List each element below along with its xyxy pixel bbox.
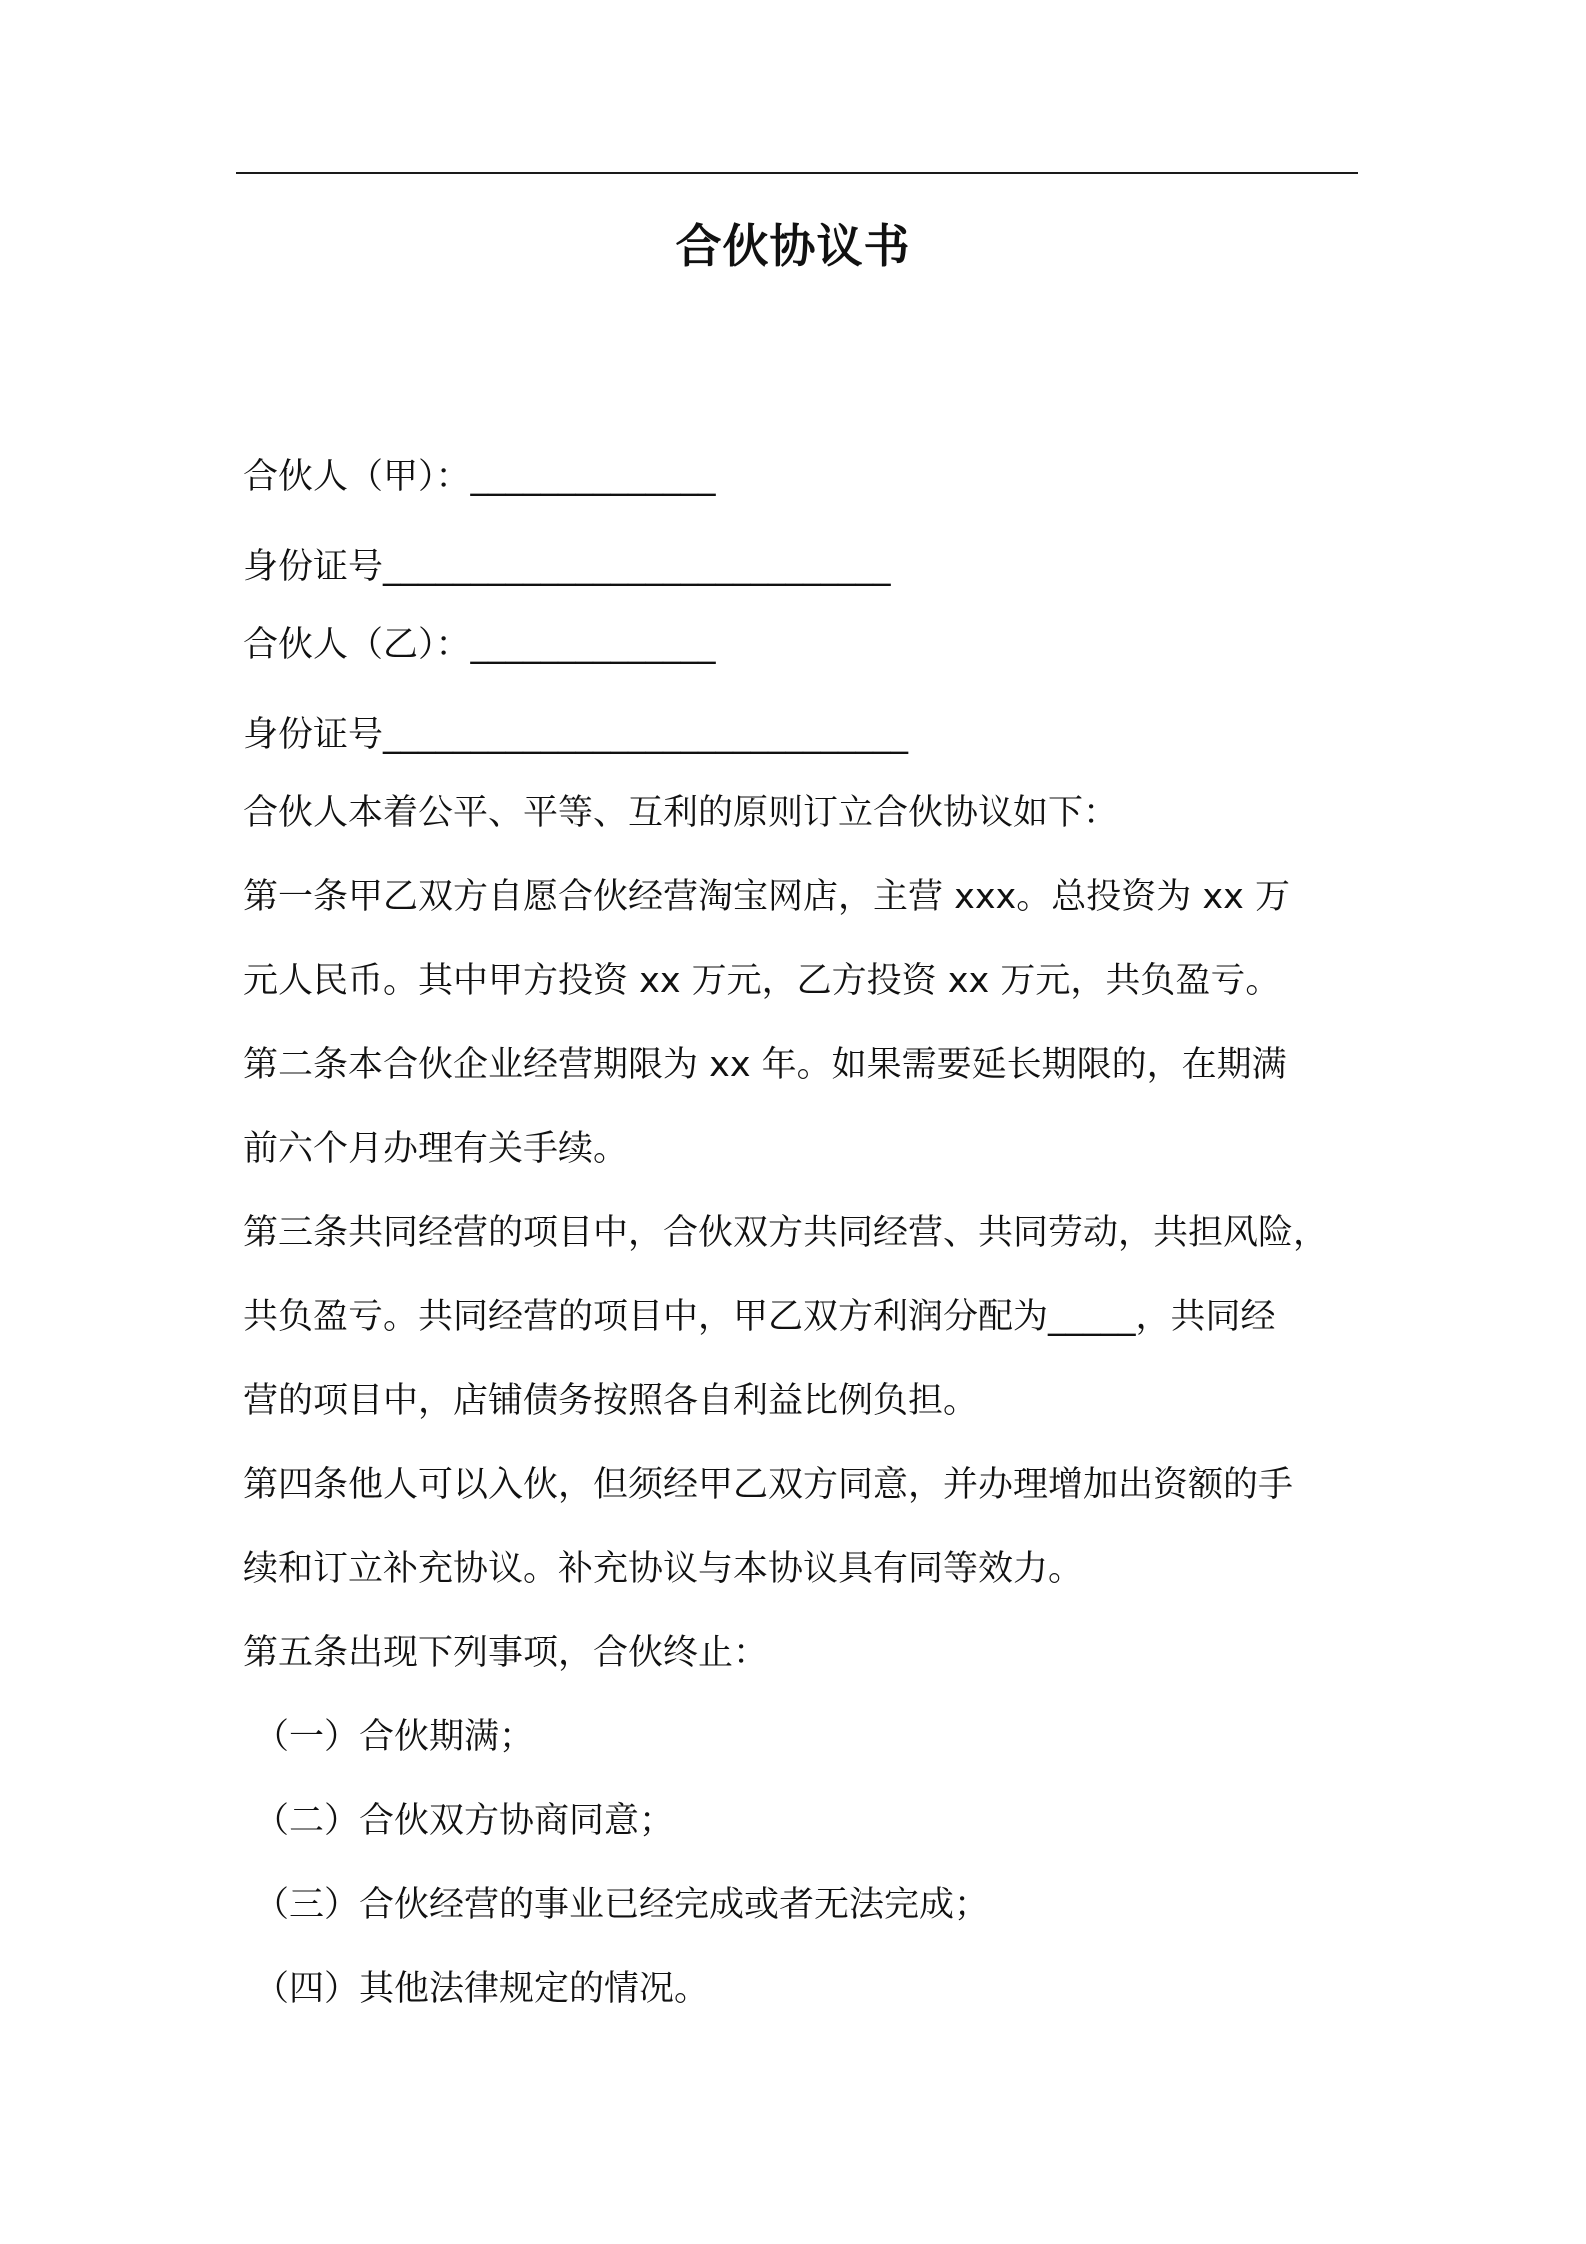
party-b-id: 身份证号______________________________ [243, 715, 909, 755]
article-2-line-1: 第二条本合伙企业经营期限为 xx 年。如果需要延长期限的，在期满 [243, 1045, 1287, 1085]
article-3-line-3: 营的项目中，店铺债务按照各自利益比例负担。 [243, 1381, 979, 1421]
header-rule [236, 172, 1358, 174]
article-4-line-1: 第四条他人可以入伙，但须经甲乙双方同意，并办理增加出资额的手 [243, 1465, 1294, 1505]
party-a-id: 身份证号_____________________________ [243, 547, 891, 587]
intro-paragraph: 合伙人本着公平、平等、互利的原则订立合伙协议如下： [243, 793, 1119, 833]
article-5-line-1: 第五条出现下列事项，合伙终止： [243, 1633, 769, 1673]
termination-item-1: （一）合伙期满； [254, 1717, 535, 1757]
article-4-line-2: 续和订立补充协议。补充协议与本协议具有同等效力。 [243, 1549, 1084, 1589]
termination-item-4: （四）其他法律规定的情况。 [254, 1969, 710, 2009]
article-1-line-1: 第一条甲乙双方自愿合伙经营淘宝网店，主营 xxx。总投资为 xx 万 [243, 877, 1290, 917]
article-1-line-2: 元人民币。其中甲方投资 xx 万元，乙方投资 xx 万元，共负盈亏。 [243, 961, 1281, 1001]
article-3-line-1: 第三条共同经营的项目中，合伙双方共同经营、共同劳动，共担风险， [243, 1213, 1329, 1253]
party-a-label: 合伙人（甲）：______________ [243, 457, 716, 497]
article-3-line-2: 共负盈亏。共同经营的项目中，甲乙双方利润分配为_____，共同经 [243, 1297, 1276, 1337]
termination-item-2: （二）合伙双方协商同意； [254, 1801, 675, 1841]
party-b-label: 合伙人（乙）：______________ [243, 625, 716, 665]
article-2-line-2: 前六个月办理有关手续。 [243, 1129, 629, 1169]
termination-item-3: （三）合伙经营的事业已经完成或者无法完成； [254, 1885, 990, 1925]
document-title: 合伙协议书 [675, 219, 911, 273]
